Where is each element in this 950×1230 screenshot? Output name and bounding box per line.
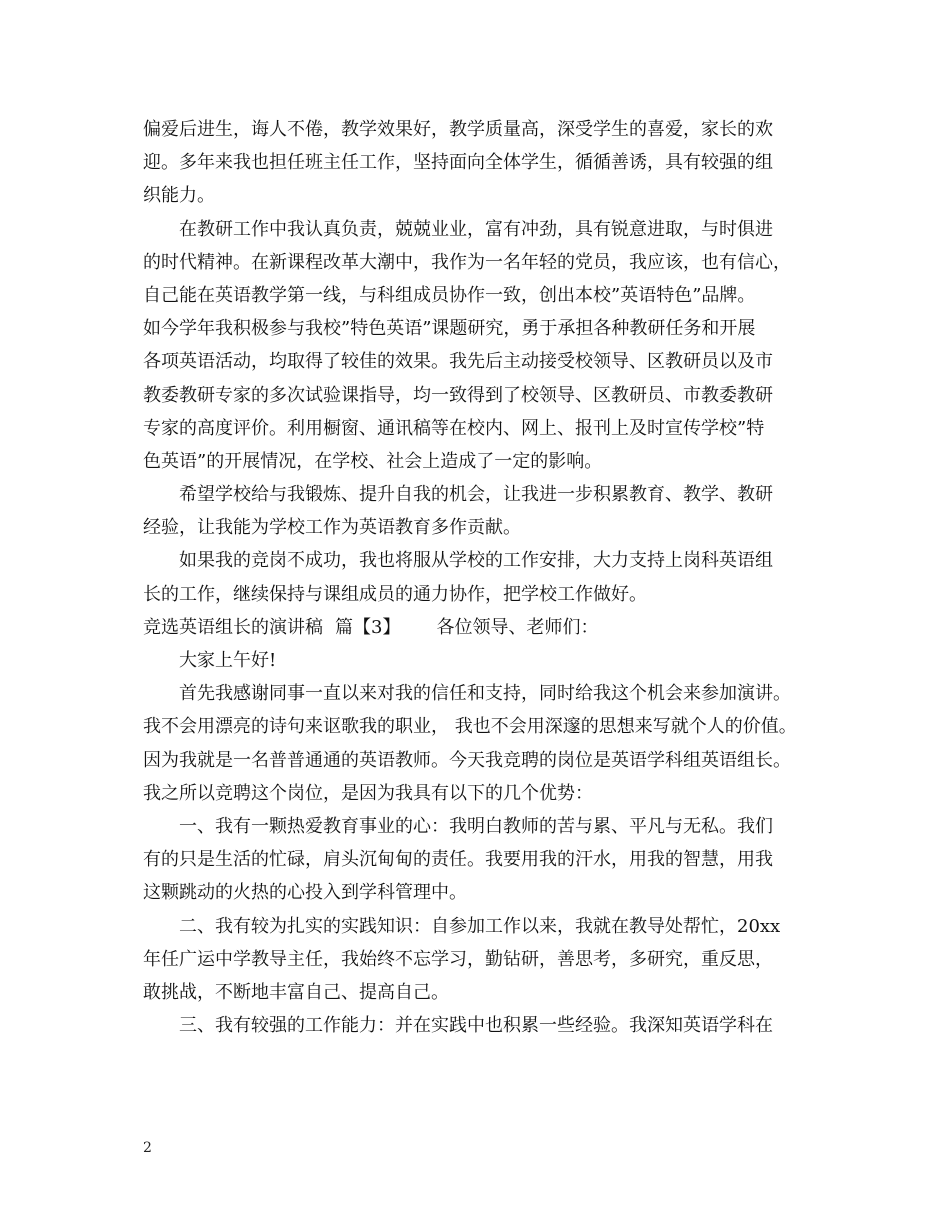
text-line: 在教研工作中我认真负责，兢兢业业，富有冲劲，具有锐意进取，与时俱进 [179, 218, 773, 240]
text-line: 色英语”的开展情况，在学校、社会上造成了一定的影响。 [143, 450, 603, 472]
text-line: 我之所以竞聘这个岗位，是因为我具有以下的几个优势： [143, 782, 593, 804]
text-line: 如果我的竞岗不成功，我也将服从学校的工作安排，大力支持上岗科英语组 [179, 550, 773, 572]
text-line: 一、我有一颗热爱教育事业的心：我明白教师的苦与累、平凡与无私。我们 [179, 815, 773, 837]
text-line: 如今学年我积极参与我校”特色英语”课题研究，勇于承担各种教研任务和开展 [143, 318, 756, 340]
text-line: 织能力。 [143, 185, 215, 207]
page-number: 2 [143, 1140, 152, 1156]
section-heading [143, 611, 833, 644]
text-line: 经验，让我能为学校工作为英语教育多作贡献。 [143, 517, 521, 539]
text-line: 教委教研专家的多次试验课指导，均一致得到了校领导、区教研员、市教委教研 [143, 384, 773, 406]
heading-greeting: 各位领导、老师们： [436, 616, 599, 638]
text-line: 自己能在英语教学第一线，与科组成员协作一致，创出本校”英语特色”品牌。 [143, 284, 756, 306]
text-line: 专家的高度评价。利用橱窗、通讯稿等在校内、网上、报刊上及时宣传学校”特 [143, 417, 765, 439]
text-line: 长的工作，继续保持与课组成员的通力协作，把学校工作做好。 [143, 583, 647, 605]
text-line: 的时代精神。在新课程改革大潮中，我作为一名年轻的党员，我应该，也有信心， [143, 251, 791, 273]
text-line: 首先我感谢同事一直以来对我的信任和支持，同时给我这个机会来参加演讲。 [179, 683, 791, 705]
heading-title: 竞选英语组长的演讲稿 [143, 616, 323, 638]
text-line: 各项英语活动，均取得了较佳的效果。我先后主动接受校领导、区教研员以及市 [143, 351, 773, 373]
paragraphs-after-heading [143, 644, 833, 1042]
text-line: 这颗跳动的火热的心投入到学科管理中。 [143, 882, 467, 904]
text-line: 我不会用漂亮的诗句来讴歌我的职业， 我也不会用深邃的思想来写就个人的价值。 [143, 716, 797, 738]
document-body [143, 113, 833, 1042]
text-line: 大家上午好! [179, 650, 277, 671]
text-line: 三、我有较强的工作能力：并在实践中也积累一些经验。我深知英语学科在 [179, 1015, 773, 1037]
text-line: 迎。多年来我也担任班主任工作，坚持面向全体学生，循循善诱，具有较强的组 [143, 152, 773, 174]
text-line: 有的只是生活的忙碌，肩头沉甸甸的责任。我要用我的汗水，用我的智慧，用我 [143, 849, 773, 871]
text-line: 敢挑战，不断地丰富自己、提高自己。 [143, 981, 449, 1003]
text-line: 二、我有较为扎实的实践知识：自参加工作以来，我就在教导处帮忙，20xx [179, 915, 781, 937]
heading-part: 篇【3】 [335, 616, 401, 638]
text-line: 希望学校给与我锻炼、提升自我的机会，让我进一步积累教育、教学、教研 [179, 484, 773, 506]
paragraphs-before-heading [143, 113, 833, 611]
text-line: 年任广运中学教导主任，我始终不忘学习，勤钻研，善思考，多研究，重反思， [143, 948, 773, 970]
text-line: 因为我就是一名普普通通的英语教师。今天我竞聘的岗位是英语学科组英语组长。 [143, 749, 791, 771]
text-line: 偏爱后进生，诲人不倦，教学效果好，教学质量高，深受学生的喜爱，家长的欢 [143, 119, 773, 140]
